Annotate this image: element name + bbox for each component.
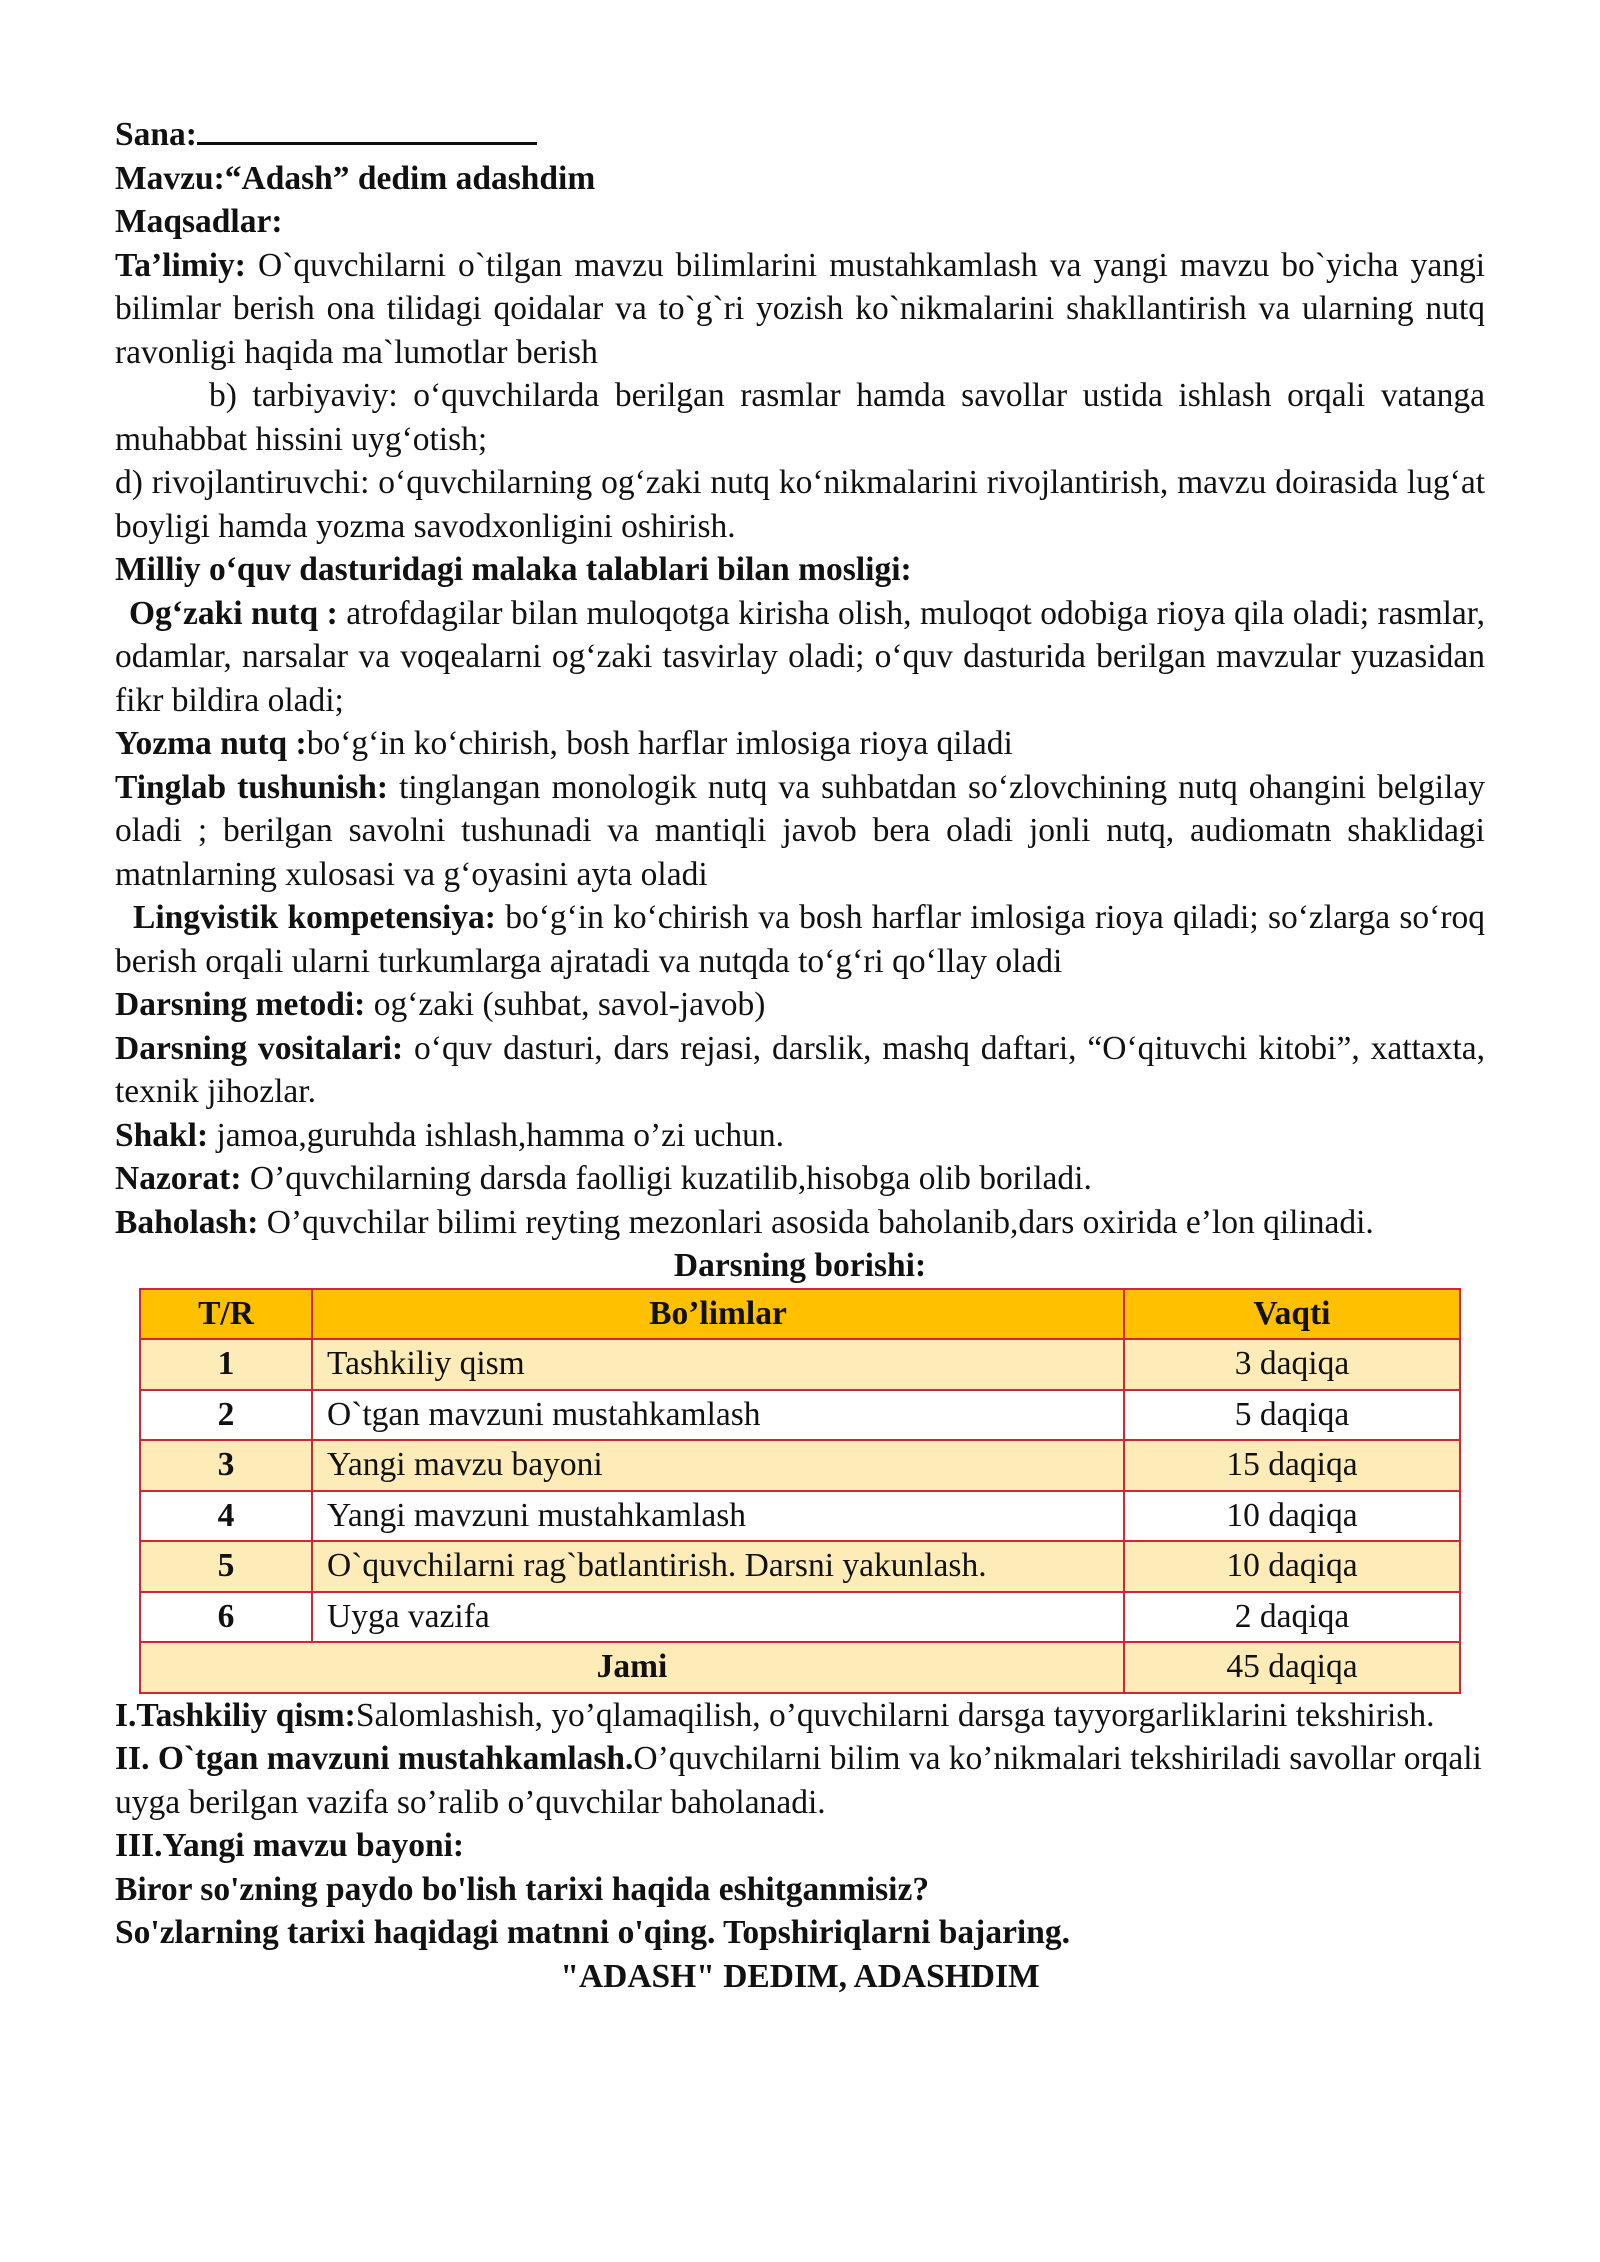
standard-tinglab-text: tinglangan monologik nutq va suhbatdan so‘zlovchining nutq ohangini belgilay oladi ; berilgan savolni tushunadi va mantiqli javob bera oladi jonli nutq, audiomatn shaklidagi matnlarning xulosasi va g‘oyasini ayta oladi [115,768,1485,893]
table-cell-section: Uyga vazifa [312,1592,1124,1643]
section-3-heading: III.Yangi mavzu bayoni: [115,1827,465,1864]
goals-heading: Maqsadlar: [115,203,283,240]
table-cell-time: 5 daqiqa [1124,1390,1460,1441]
standard-tinglab-label: Tinglab tushunish: [115,768,389,806]
lesson-form-label: Shakl: [115,1116,209,1154]
topic-value: “Adash” dedim adashdim [224,159,596,197]
standard-tinglab [115,766,1485,897]
table-cell-time: 15 daqiqa [1124,1440,1460,1491]
goal-rivojlantiruvchi: d) rivojlantiruvchi: o‘quvchilarning og‘zaki nutq ko‘nikmalarini rivojlantirish, mavzu doirasida lug‘at boyligi hamda yozma savodxonligini oshirish. [115,464,1485,545]
lesson-tools [115,1027,1485,1114]
lesson-plan-table [139,1288,1461,1694]
standard-lingvistik [115,896,1485,983]
section-2 [115,1737,1485,1824]
goal-tarbiyaviy: b) tarbiyaviy: o‘quvchilarda berilgan rasmlar hamda savollar ustida ishlash orqali vatanga muhabbat hissini uyg‘otish; [115,377,1485,458]
lesson-method-text: og‘zaki (suhbat, savol-javob) [365,986,766,1023]
table-cell-number: 3 [140,1440,312,1491]
question-2: So'zlarning tarixi haqidagi matnni o'qing. Topshiriqlarni bajaring. [115,1914,1070,1951]
lesson-method-label: Darsning metodi: [115,986,366,1023]
lesson-control-label: Nazorat: [115,1160,242,1197]
goal-talimiy-label: Ta’limiy: [115,246,246,284]
standard-ogzaki-label: Og‘zaki nutq : [129,594,338,632]
topic-label: Mavzu: [115,159,225,197]
topic-line [115,157,1485,201]
standard-ogzaki [115,592,1485,723]
table-cell-time: 2 daqiqa [1124,1592,1460,1643]
lesson-form [115,1114,1485,1158]
lesson-tools-text: o‘quv dasturi, dars rejasi, darslik, mashq daftari, “O‘qituvchi kitobi”, xattaxta, texnik jihozlar. [115,1029,1485,1110]
table-cell-section: Yangi mavzu bayoni [312,1440,1124,1491]
table-row [140,1491,1460,1542]
lesson-assessment-text: O’quvchilar bilimi reyting mezonlari asosida baholanib,dars oxirida e’lon qilinadi. [258,1203,1374,1241]
document-page [115,112,1485,1998]
standard-ogzaki-text: atrofdagilar bilan muloqotga kirisha olish, muloqot odobiga rioya qila oladi; rasmlar, odamlar, narsalar va voqealarni og‘zaki tasvirlay oladi; o‘quv dasturida berilgan mavzular yuzasidan fikr bildira oladi; [115,594,1485,719]
table-header-row [140,1289,1460,1340]
table-cell-section: Tashkiliy qism [312,1339,1124,1390]
section-1 [115,1694,1485,1738]
standard-yozma-text: bo‘g‘in ko‘chirish, bosh harflar imlosiga rioya qiladi [306,725,1013,762]
lesson-control [115,1157,1485,1201]
table-header-cell: Vaqti [1124,1289,1460,1340]
lesson-control-text: O’quvchilarning darsda faolligi kuzatilib,hisobga olib boriladi. [241,1160,1092,1197]
table-cell-number: 6 [140,1592,312,1643]
table-total-value: 45 daqiqa [1124,1642,1460,1693]
table-row [140,1339,1460,1390]
table-total-label: Jami [140,1642,1124,1693]
table-row [140,1592,1460,1643]
date-blank [197,112,537,145]
question-1: Biror so'zning paydo bo'lish tarixi haqida eshitganmisiz? [115,1870,930,1908]
table-row [140,1440,1460,1491]
standard-lingvistik-text: bo‘g‘in ko‘chirish va bosh harflar imlosiga rioya qiladi; so‘zlarga so‘roq berish orqali ularni turkumlarga ajratadi va nutqda to‘g‘ri qo‘llay oladi [115,899,1485,980]
section-2-label: II. O`tgan mavzuni mustahkamlash. [115,1740,634,1777]
standard-lingvistik-label: Lingvistik kompetensiya: [133,899,496,936]
table-cell-time: 10 daqiqa [1124,1541,1460,1592]
goal-talimiy [115,244,1485,375]
section-2-text: O’quvchilarni bilim va ko’nikmalari tekshiriladi savollar orqali uyga berilgan vazifa so’ralib o’quvchilar baholanadi. [115,1740,1482,1821]
standards-heading: Milliy o‘quv dasturidagi malaka talablari bilan mosligi: [115,551,912,588]
table-cell-section: O`quvchilarni rag`batlantirish. Darsni yakunlash. [312,1541,1124,1592]
table-cell-number: 4 [140,1491,312,1542]
standard-yozma [115,722,1485,766]
table-cell-time: 10 daqiqa [1124,1491,1460,1542]
standard-yozma-label: Yozma nutq : [115,725,307,762]
table-cell-time: 3 daqiqa [1124,1339,1460,1390]
table-header-cell: Bo’limlar [312,1289,1124,1340]
table-cell-number: 2 [140,1390,312,1441]
date-line [115,112,1485,157]
lesson-plan-title: Darsning borishi: [673,1247,927,1284]
goal-talimiy-text: O`quvchilarni o`tilgan mavzu bilimlarini mustahkamlash va yangi mavzu bo`yicha yangi bilimlar berish ona tilidagi qoidalar va to`g`ri yozish ko`nikmalarini shakllantirish va ularning nutq ravonligi haqida ma`lumotlar berish [115,246,1485,371]
lesson-assessment-label: Baholash: [115,1203,259,1241]
story-title: "ADASH" DEDIM, ADASHDIM [560,1957,1040,1995]
table-row [140,1541,1460,1592]
lesson-form-text: jamoa,guruhda ishlash,hamma o’zi uchun. [208,1116,784,1154]
table-total-row [140,1642,1460,1693]
table-cell-number: 5 [140,1541,312,1592]
table-cell-section: Yangi mavzuni mustahkamlash [312,1491,1124,1542]
table-cell-number: 1 [140,1339,312,1390]
lesson-method [115,983,1485,1027]
table-cell-section: O`tgan mavzuni mustahkamlash [312,1390,1124,1441]
table-header-cell: T/R [140,1289,312,1340]
section-1-text: Salomlashish, yo’qlamaqilish, o’quvchilarni darsga tayyorgarliklarini tekshirish. [355,1696,1435,1734]
lesson-assessment [115,1201,1485,1245]
section-1-label: I.Tashkiliy qism: [115,1696,356,1734]
table-row [140,1390,1460,1441]
lesson-tools-label: Darsning vositalari: [115,1029,404,1067]
date-label: Sana: [115,116,197,153]
